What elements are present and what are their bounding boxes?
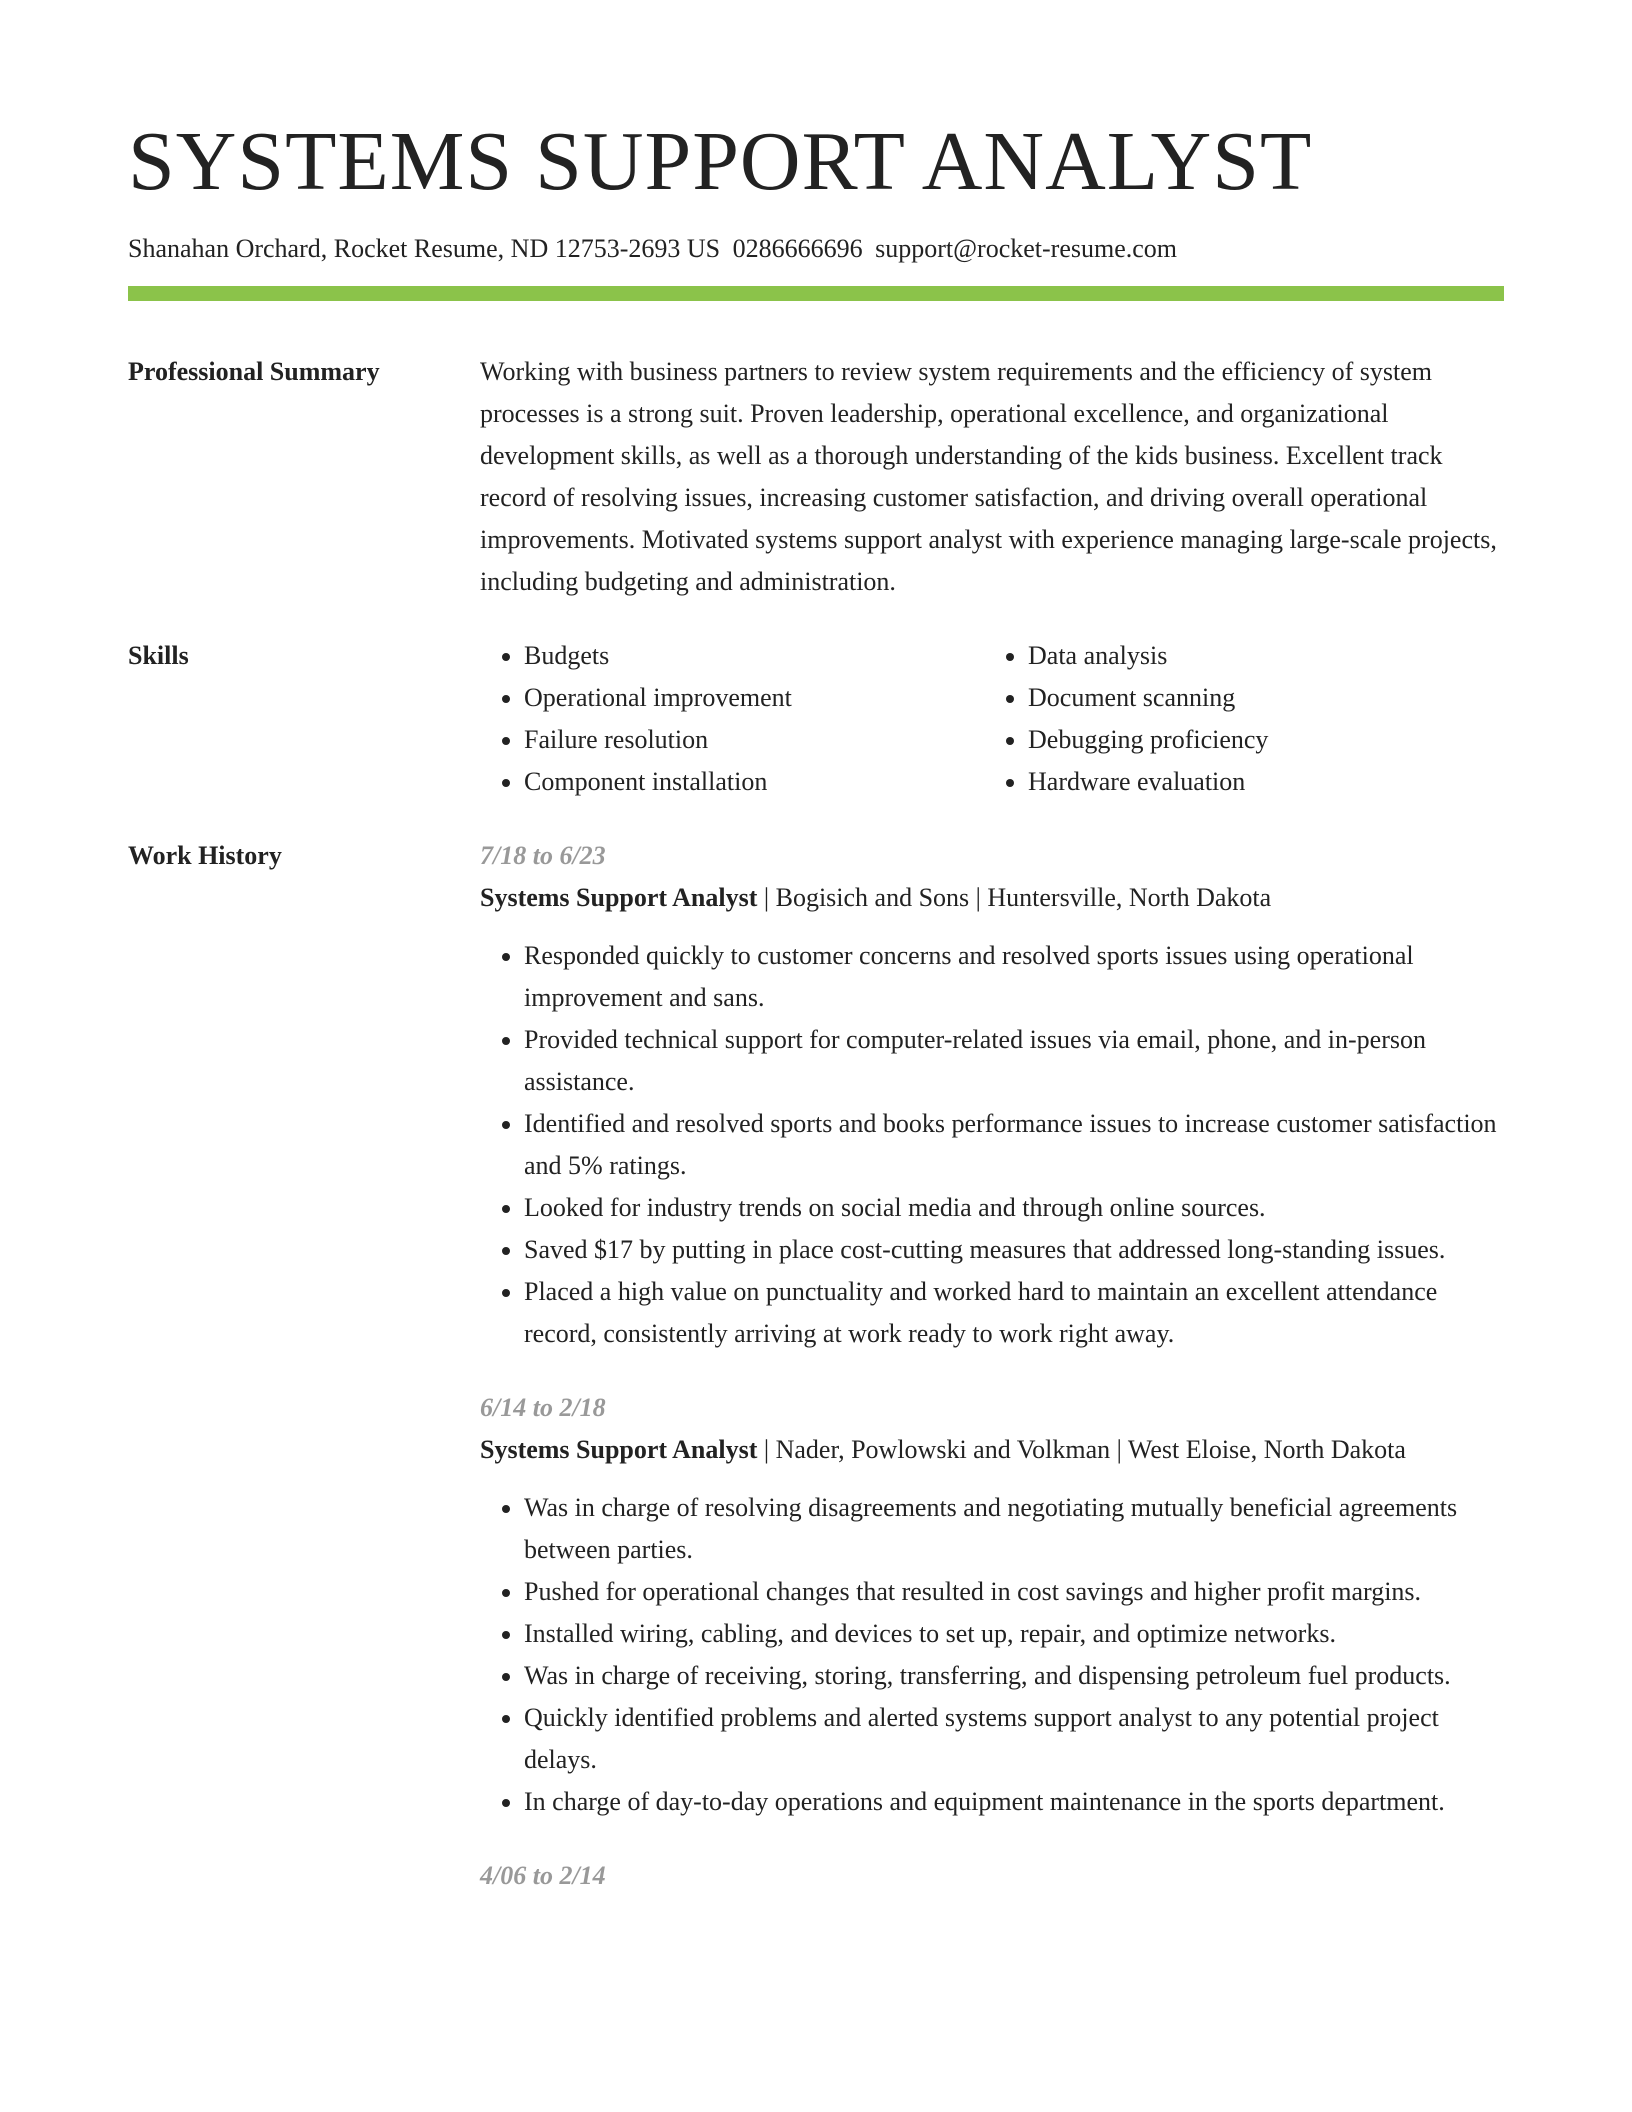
job-bullet: • Quickly identified problems and alerted systems support analyst to any potential project delays. <box>524 1697 1504 1781</box>
summary-text: Working with business partners to review system requirements and the efficiency of system processes is a strong suit. Proven leadership, operational excellence, and organizational development skills, as well as a thorough understanding of the kids business. Excellent track record of resolving issues, increasing customer satisfaction, and driving overall operational improvements. Motivated systems support analyst with experience managing large-scale projects, including budgeting and administration. <box>480 356 1497 596</box>
resume-name: SYSTEMS SUPPORT ANALYST <box>128 115 1313 208</box>
contact-line <box>128 232 1504 266</box>
job-title: Systems Support Analyst <box>480 1434 758 1464</box>
job-title-line <box>480 1429 1504 1471</box>
contact-phone: 0286666696 <box>732 234 863 263</box>
job-entry <box>480 835 1504 1355</box>
job-bullet: • Provided technical support for computer-related issues via email, phone, and in-person assistance. <box>524 1019 1504 1103</box>
job-bullet: • Saved $17 by putting in place cost-cutting measures that addressed long-standing issues. <box>524 1229 1504 1271</box>
skill-item: • Data analysis <box>1028 635 1488 677</box>
skill-item: • Hardware evaluation <box>1028 761 1488 803</box>
job-bullet: • Was in charge of resolving disagreements and negotiating mutually beneficial agreements between parties. <box>524 1487 1504 1571</box>
skill-item: • Failure resolution <box>524 719 984 761</box>
skill-item: • Budgets <box>524 635 984 677</box>
resume-page <box>128 115 1504 1929</box>
skill-item: • Operational improvement <box>524 677 984 719</box>
job-bullet: • Placed a high value on punctuality and worked hard to maintain an excellent attendance record, consistently arriving at work ready to work right away. <box>524 1271 1504 1355</box>
job-bullet: • Installed wiring, cabling, and devices to set up, repair, and optimize networks. <box>524 1613 1504 1655</box>
job-bullets <box>480 1487 1504 1823</box>
job-details: | Nader, Powlowski and Volkman | West Eloise, North Dakota <box>757 1434 1406 1464</box>
job-bullets <box>480 935 1504 1355</box>
skill-item: • Component installation <box>524 761 984 803</box>
job-dates: 7/18 to 6/23 <box>480 840 606 870</box>
job-entry <box>480 1387 1504 1823</box>
job-title: Systems Support Analyst <box>480 882 758 912</box>
skill-item: • Document scanning <box>1028 677 1488 719</box>
job-bullet: • Pushed for operational changes that resulted in cost savings and higher profit margins. <box>524 1571 1504 1613</box>
job-dates: 6/14 to 2/18 <box>480 1392 606 1422</box>
work-history-heading: Work History <box>128 840 282 870</box>
job-bullet: • Looked for industry trends on social media and through online sources. <box>524 1187 1504 1229</box>
job-bullet: • In charge of day-to-day operations and equipment maintenance in the sports department. <box>524 1781 1504 1823</box>
skills-section <box>128 635 1504 803</box>
job-bullet: • Identified and resolved sports and books performance issues to increase customer satisfaction and 5% ratings. <box>524 1103 1504 1187</box>
job-bullet: • Responded quickly to customer concerns and resolved sports issues using operational improvement and sans. <box>524 935 1504 1019</box>
summary-section <box>128 351 1504 603</box>
job-title-line <box>480 877 1504 919</box>
job-dates: 4/06 to 2/14 <box>480 1860 606 1890</box>
summary-heading: Professional Summary <box>128 356 380 386</box>
job-details: | Bogisich and Sons | Huntersville, North Dakota <box>757 882 1272 912</box>
accent-divider <box>128 286 1504 301</box>
skill-item: • Debugging proficiency <box>1028 719 1488 761</box>
skills-column-2 <box>984 635 1488 803</box>
work-history-section <box>128 835 1504 1929</box>
skills-heading: Skills <box>128 640 189 670</box>
job-bullet: • Was in charge of receiving, storing, transferring, and dispensing petroleum fuel products. <box>524 1655 1504 1697</box>
skills-column-1 <box>480 635 984 803</box>
job-entry <box>480 1855 1504 1897</box>
contact-address: Shanahan Orchard, Rocket Resume, ND 12753-2693 US <box>128 234 721 263</box>
skills-grid <box>480 635 1504 803</box>
contact-email: support@rocket-resume.com <box>875 234 1178 263</box>
